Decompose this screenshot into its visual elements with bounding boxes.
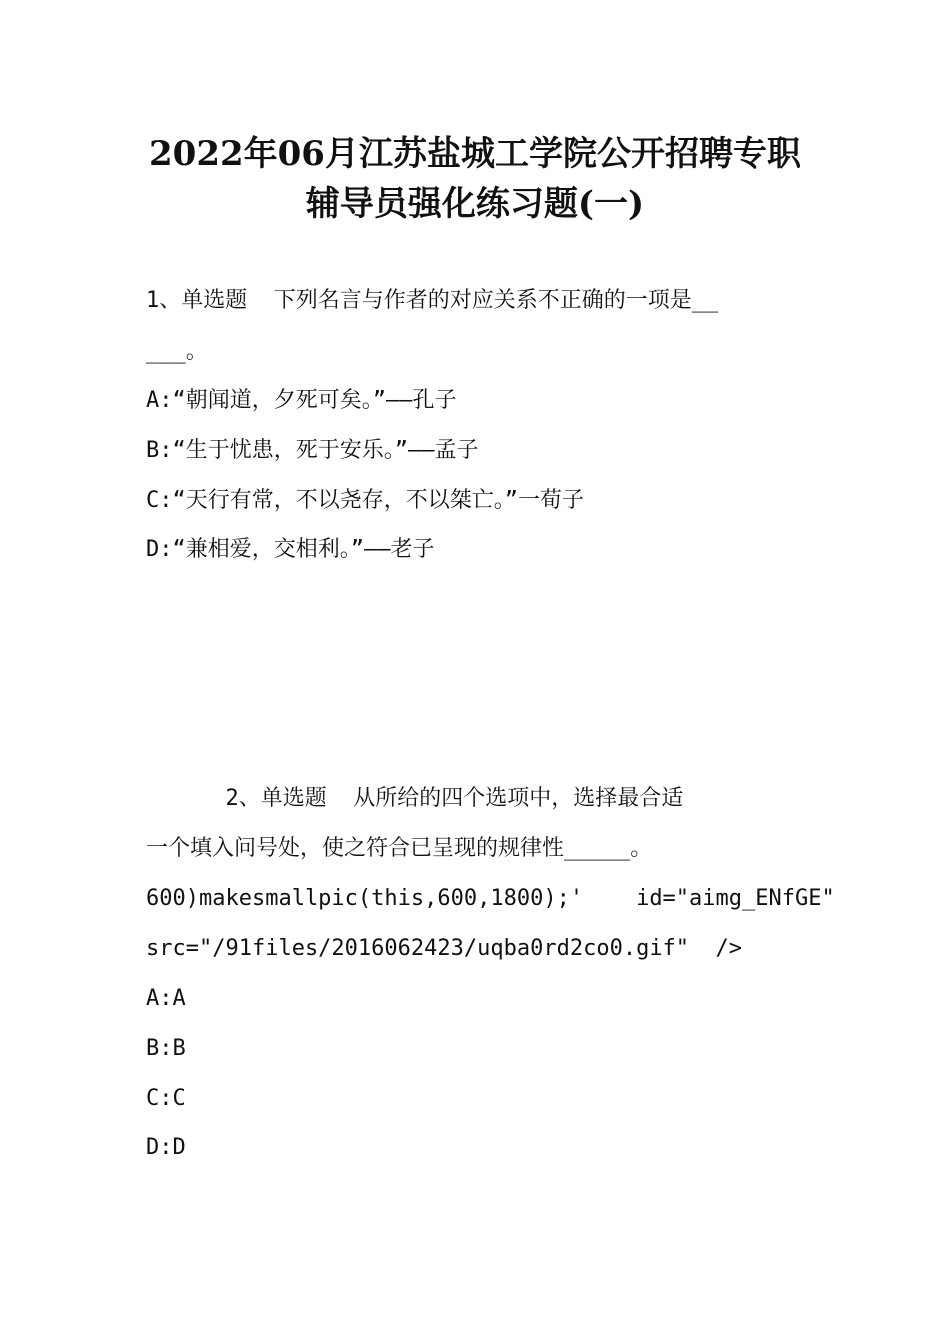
question-1-stem: 1、单选题 下列名言与作者的对应关系不正确的一项是__	[146, 288, 719, 313]
question-2-broken-image-markup-1: 600)makesmallpic(this,600,1800);' id="aimg_ENfGE"	[146, 886, 835, 911]
question-2-stem-continued: 一个填入问号处，使之符合已呈现的规律性_____。	[146, 836, 653, 861]
question-1-stem-continued: ___。	[146, 339, 208, 364]
document-title-line-1: 2022年06月江苏盐城工学院公开招聘专职	[149, 134, 801, 174]
question-2-stem: 2、单选题 从所给的四个选项中，选择最合适	[146, 786, 684, 811]
document-title-line-2: 辅导员强化练习题(一)	[305, 184, 645, 224]
question-2-option-d: D:D	[146, 1135, 186, 1160]
question-2-option-a: A:A	[146, 986, 186, 1011]
question-2-option-c: C:C	[146, 1086, 186, 1111]
question-1-option-a: A:“朝闻道，夕死可矣。”——孔子	[146, 388, 457, 413]
question-1-option-d: D:“兼相爱，交相利。”——老子	[146, 537, 435, 562]
question-2-broken-image-markup-2: src="/91files/2016062423/uqba0rd2co0.gif" />	[146, 936, 743, 961]
question-2-option-b: B:B	[146, 1036, 186, 1061]
question-1-option-c: C:“天行有常，不以尧存，不以桀亡。”一荀子	[146, 488, 584, 513]
question-1-option-b: B:“生于忧患，死于安乐。”——孟子	[146, 438, 479, 463]
